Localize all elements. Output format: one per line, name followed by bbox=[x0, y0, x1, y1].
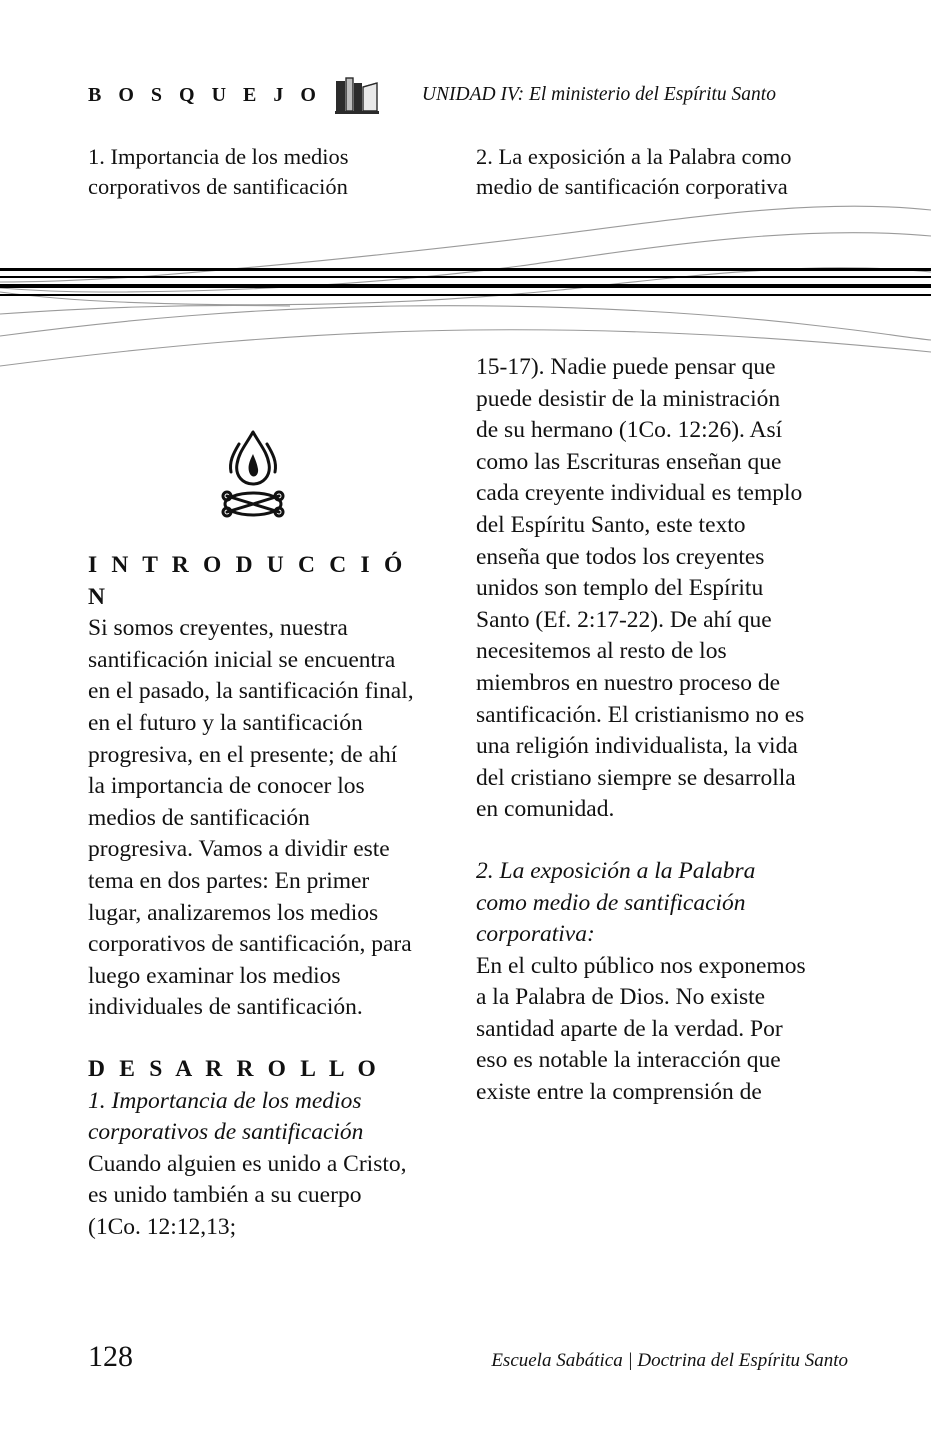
books-icon bbox=[334, 73, 380, 117]
page-number: 128 bbox=[88, 1340, 133, 1373]
right-column bbox=[476, 352, 806, 1243]
campfire-icon bbox=[205, 424, 301, 532]
divider-rules bbox=[0, 268, 931, 298]
introduction-paragraph: Si somos creyentes, nuestra santificación inicial se encuentra en el pasado, la santificación final, en el futuro y la santificación progresiva, en el presente; de ahí la importancia de conocer los medios de santificación progresiva. Vamos a dividir este tema en dos partes: En primer lugar, analizaremos los medios corporativos de santificación, para luego examinar los medios individuales de santificación. bbox=[88, 615, 414, 1021]
outline-item-2: 2. La exposición a la Palabra como medio de santificación corporativa bbox=[476, 144, 792, 199]
right-subsection-title: 2. La exposición a la Palabra como medio de santificación corporativa: bbox=[476, 857, 756, 948]
outline-list bbox=[88, 142, 848, 202]
footer-source: Escuela Sabática | Doctrina del Espíritu Santo bbox=[491, 1350, 848, 1371]
page-footer bbox=[88, 1340, 848, 1374]
development-heading: D E S A R R O L L O bbox=[88, 1055, 381, 1082]
section-label: B O S Q U E J O bbox=[88, 83, 322, 106]
page-header bbox=[88, 72, 843, 118]
divider-rule bbox=[0, 284, 931, 288]
divider-rule bbox=[0, 276, 931, 278]
outline-item-1: 1. Importancia de los medios corporativos de santificación bbox=[88, 144, 349, 199]
continuation-paragraph: 15-17). Nadie puede pensar que puede desistir de la ministración de su hermano (1Co. 12:26). Así como las Escrituras enseñan que cada creyente individual es templo del Espíritu Santo, este texto enseña que todos los creyentes unidos son templo del Espíritu Santo (Ef. 2:17-22). De ahí que necesitemos al resto de los miembros en nuestro proceso de santificación. El cristianismo no es una religión individualista, la vida del cristiano siempre se desarrolla en comunidad. bbox=[476, 354, 805, 823]
left-subsection-paragraph: Cuando alguien es unido a Cristo, es unido también a su cuerpo (1Co. 12:12,13; bbox=[88, 1150, 407, 1240]
left-subsection-title: 1. Importancia de los medios corporativos de santificación bbox=[88, 1087, 364, 1146]
right-subsection-paragraph: En el culto público nos exponemos a la Palabra de Dios. No existe santidad aparte de la verdad. Por eso es notable la interacción que existe entre la comprensión de bbox=[476, 952, 806, 1106]
left-column bbox=[88, 352, 418, 1243]
unit-title: UNIDAD IV: El ministerio del Espíritu Santo bbox=[421, 84, 776, 105]
body-columns bbox=[88, 352, 848, 1243]
divider-rule bbox=[0, 294, 931, 296]
divider-rule bbox=[0, 268, 931, 271]
introduction-heading: I N T R O D U C C I Ó N bbox=[88, 552, 407, 610]
